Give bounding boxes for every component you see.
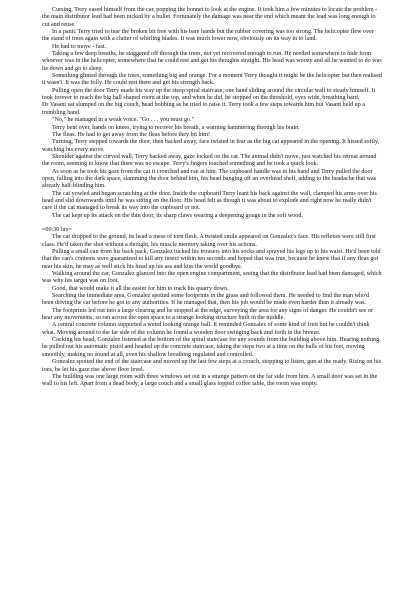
- paragraph: Shoulder against the curved wall, Terry backed away, gaze locked on the cat. The animal didn't move, just watched his retreat around the room, seeming to know that there was no escape. Terry's fingers touched something and he took a quick look.: [42, 153, 377, 168]
- paragraph: Good, that would make it all the easier for him to track his quarry down.: [52, 285, 229, 292]
- paragraph: In a panic Terry tried to tear the broken bit free with his bare hands but the rubber covering was too strong. The helicopter flew over the stand of trees again with a clatter of whirling blades. It was much lower now, obviously on its way in to land.: [42, 29, 374, 43]
- paragraph: A central concrete column supported a weird looking orange ball. It reminded Gonzalez of some kind of fruit but he couldn't think what. Moving around to the far side of the column he found a wooden door swinging back and forth in the breeze.: [42, 322, 370, 336]
- paragraph: Cocking his head, Gonzalez listened at the bottom of the spiral staircase for any sounds from the building above him. Hearing nothing, he pulled out his automatic pistol and headed up the concrete staircase, taking the steps two at a time on the balls of his feet, moving smoothly, making no sound at all, even his shallow breathing regulated and controlled.: [42, 337, 381, 358]
- paragraph: Turning, Terry stepped towards the door, then backed away, face twisted in fear as the big cat appeared in the opening. It hissed softly, watching his every move.: [42, 139, 380, 153]
- paragraph: Pulling a small can from his back pack, Gonzalez tucked his trousers into his socks and sprayed his legs up to his waist. He'd been told that the can's contents were guaranteed to kill any insect within ten seconds and hoped that was true, because he knew that if any fleas got near his skin, he may as well stick his head up his ass and kiss the world goodbye.: [42, 249, 381, 270]
- paragraph: Taking a few deep breaths, he staggered off through the trees, not yet recovered enough to run. He needed somewhere to hide from whoever was in the helicopter, somewhere that he could rest and get his thoughts straight. His head was woozy and all he wanted to do was lie down and go to sleep.: [42, 51, 382, 72]
- paragraph: "No," he managed in a weak voice. "Go . . . you must go.": [52, 117, 195, 124]
- paragraph: Dr Vasant sat slumped on the big couch, head bobbing as he tried to raise it. Terry took a few steps towards him but Vasant held up a trembling hand.: [42, 102, 365, 116]
- paragraph: The fleas. He had to get away from the fleas before they bit him!: [52, 131, 211, 138]
- section-time-marker: =09:30 hrs=: [42, 226, 72, 233]
- paragraph: Something glinted through the trees, something big and orange. For a moment Terry thought it might be the helicopter but then realised it wasn't. It was the folly. He could rest there and get his strength back.: [42, 73, 382, 87]
- paragraph: Gonzalez spotted the end of the staircase and moved up the last few steps at a crouch, stopping to listen, gun at the ready. Rising on his toes, he let his gaze rise above floor level.: [42, 359, 382, 373]
- paragraph: Searching the immediate area, Gonzalez spotted some footprints in the grass and followed them. He needed to find the man who'd been driving the car before he got to any authorities. If he managed that, then his job would be made even harder than it already was.: [42, 293, 370, 307]
- paragraph: Pulling open the door Terry made his way up the steep spiral staircase, one hand sliding around the circular wall to steady himself. It took forever to reach the big ball shaped room at the top, and when he did, he stopped on the threshold, eyes wide, breathing hard.: [42, 87, 376, 102]
- paragraph: Walking around the car, Gonzalez glanced into the open engine compartment, seeing that the distributor lead had been damaged, which was why his target was on foot.: [42, 271, 382, 285]
- paragraph: The cat yowled and began scratching at the door. Inside the cupboard Terry leant his back against the wall, clamped his arms over his head and slid downwards until he was sitting on the floor. His head felt as though it was about to explode and right now he really didn't care if the cat managed to break its way into the cupboard or not.: [42, 190, 377, 212]
- paragraph: Terry bent over, hands on knees, trying to recover his breath, a warning hammering through his brain.: [52, 124, 300, 131]
- paragraph: The footprints led out into a large clearing and he stopped at the edge, surveying the area for any signs of danger. He couldn't see or hear any movements, so ran across the open space to a strange looking structure built in the middle.: [42, 307, 373, 322]
- paragraph: The building was one large room with three windows set out in a strange pattern on the far side from him. A small door was set in the wall to his left. Apart from a dead body, a large couch and a small glass topped coffee table, the room was empty.: [42, 373, 378, 388]
- paragraph: The cat kept up its attack on the thin door, its sharp claws wearing a deepening gouge in the soft wood.: [52, 212, 303, 219]
- paragraph: He had to move - fast.: [52, 43, 107, 50]
- paragraph: Cursing, Terry eased himself from the car, popping the bonnet to look at the engine. It took him a few minutes to locate the problem - the main distributor lead had been nicked by a bullet. Fortunately the damage was near the end which meant the lead was long enough to cut and reuse.: [42, 7, 378, 28]
- paragraph: The cat dropped to the ground, its head a mess of torn flesh. A twisted smile appeared on Gonzalez's face. His reflexes were still first class. He'd taken the shot without a thought, his muscle memory taking over his actions.: [42, 234, 376, 248]
- paragraph: As soon as he took his gaze from the cat it crouched and ran at him. The cupboard handle was in his hand and Terry pulled the door open, falling into the dark space, slamming the door behind him, his head banging off an overhead shelf, adding to the headache that was already half-blinding him.: [42, 168, 377, 190]
